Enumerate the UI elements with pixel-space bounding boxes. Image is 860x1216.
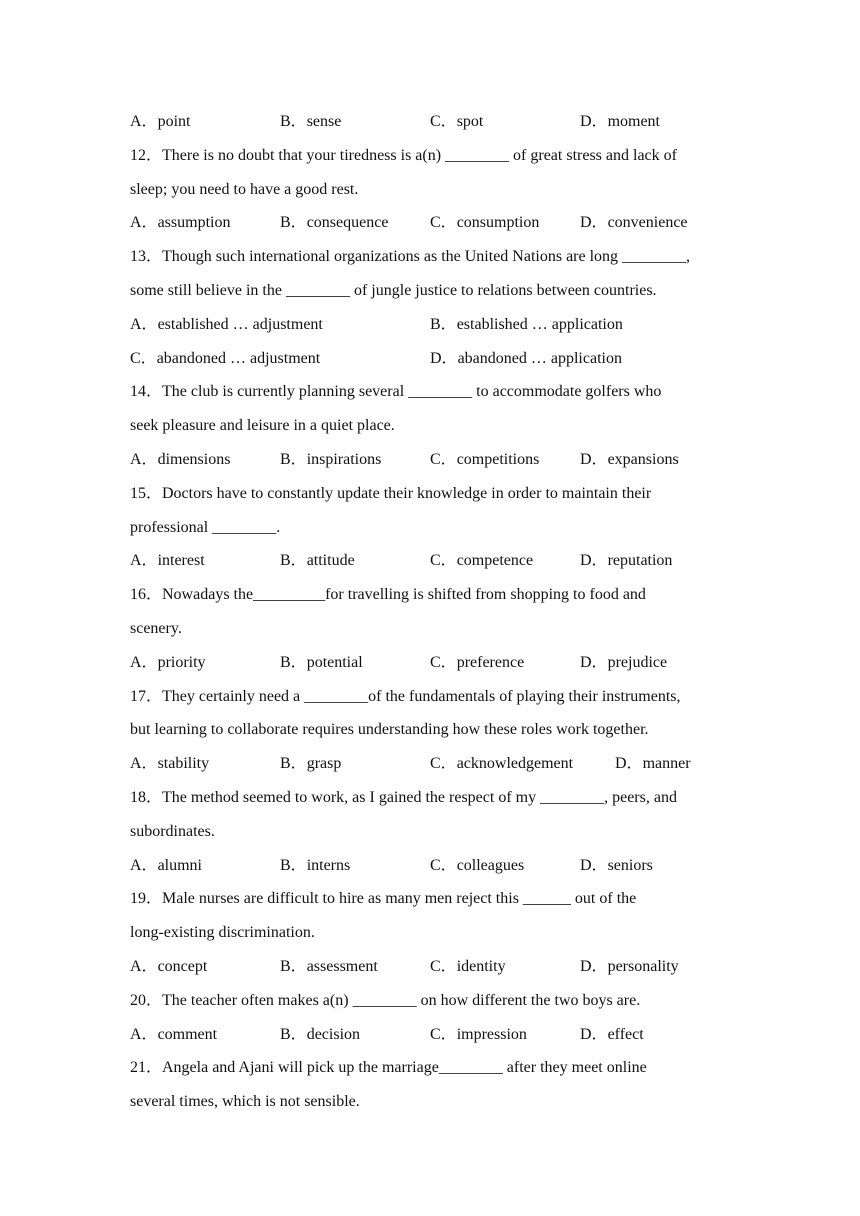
option-text: attitude [306,552,355,570]
question-text-line: seek pleasure and leisure in a quiet place. [130,417,395,435]
answer-option [580,646,667,680]
options-row [130,206,730,240]
option-text: impression [456,1025,527,1043]
option-text: colleagues [456,856,525,874]
option-letter: B． [280,113,307,130]
answer-option [130,206,230,240]
options-row [130,342,730,376]
options-row [130,544,730,578]
option-letter: C． [430,957,457,975]
answer-option [280,950,378,984]
option-text: manner [642,755,691,773]
options-row [130,1018,730,1052]
option-letter: C． [430,1025,457,1043]
option-letter: D． [615,755,643,773]
option-letter: B． [280,214,307,232]
question-text-line: sleep; you need to have a good rest. [130,180,359,198]
answer-option [130,1018,217,1052]
answer-option [280,849,350,883]
option-text: moment [607,113,660,130]
option-letter: B． [430,315,457,333]
answer-option [280,544,355,578]
option-letter: C． [430,113,457,130]
option-text: interns [306,856,351,874]
options-row [130,443,730,477]
option-text: inspirations [306,450,382,468]
option-letter: B． [280,552,307,570]
answer-option [580,544,672,578]
option-letter: D． [580,552,608,570]
option-text: convenience [607,214,688,232]
question-text-line: long-existing discrimination. [130,924,315,942]
option-letter: B． [280,755,307,773]
question-text-line: 19．Male nurses are difficult to hire as many men reject this ______ out of the [130,890,637,908]
option-letter: A． [130,755,158,773]
option-letter: C． [430,450,457,468]
option-letter: A． [130,856,158,874]
option-letter: B． [280,957,307,975]
answer-option [580,443,679,477]
option-text: established … application [456,315,623,333]
option-letter: D． [580,856,608,874]
option-text: identity [456,957,506,975]
option-text: decision [306,1025,361,1043]
option-text: spot [456,113,484,130]
option-text: abandoned … application [457,349,622,367]
option-letter: A． [130,552,158,570]
answer-option [130,105,190,139]
answer-option [430,443,539,477]
answer-option [280,443,381,477]
options-row [130,308,730,342]
answer-option [430,206,539,240]
option-text: prejudice [607,653,668,671]
option-text: point [157,113,191,130]
answer-option [130,646,206,680]
option-letter: D． [580,214,608,232]
options-row [130,646,730,680]
option-letter: B． [280,653,307,671]
option-text: alumni [157,856,202,874]
question-text-line: some still believe in the ________ of jungle justice to relations between countries. [130,281,657,299]
answer-option [430,849,524,883]
options-row [130,950,730,984]
answer-option [130,950,207,984]
question-text-line: 16．Nowadays the_________for travelling is shifted from shopping to food and [130,586,646,604]
answer-option [430,308,623,342]
option-letter: D． [580,653,608,671]
answer-option [130,849,202,883]
option-text: personality [607,957,679,975]
answer-option [280,105,341,139]
answer-option [430,342,622,376]
option-letter: C． [130,349,157,367]
option-text: consumption [456,214,540,232]
answer-option [130,443,230,477]
answer-option [615,747,691,781]
option-text: stability [157,755,210,773]
option-text: reputation [607,552,673,570]
option-letter: A． [130,214,158,232]
question-text-line: 12．There is no doubt that your tiredness is a(n) ________ of great stress and lack of [130,146,677,164]
option-text: assessment [306,957,378,975]
option-text: interest [157,552,205,570]
question-text-line: 21．Angela and Ajani will pick up the marriage________ after they meet online [130,1059,647,1077]
option-letter: A． [130,450,158,468]
option-letter: A． [130,113,158,130]
answer-option [580,206,688,240]
answer-option [430,544,533,578]
answer-option [580,849,653,883]
option-letter: D． [580,957,608,975]
options-row [130,849,730,883]
question-text-line: 13．Though such international organizations as the United Nations are long ________, [130,248,691,266]
answer-option [430,105,483,139]
option-text: dimensions [157,450,231,468]
option-text: competence [456,552,534,570]
option-text: consequence [306,214,389,232]
question-text-line: several times, which is not sensible. [130,1093,360,1111]
answer-option [430,1018,527,1052]
question-text-line: 20．The teacher often makes a(n) ________ on how different the two boys are. [130,991,641,1009]
question-text-line: 15．Doctors have to constantly update their knowledge in order to maintain their [130,484,652,502]
option-text: potential [306,653,363,671]
option-letter: A． [130,1025,158,1043]
option-letter: C． [430,755,457,773]
answer-option [130,747,209,781]
question-text-line: but learning to collaborate requires understanding how these roles work together. [130,721,649,739]
answer-option [280,646,363,680]
answer-option [430,747,573,781]
option-letter: D． [580,450,608,468]
question-text-line: 17．They certainly need a ________of the fundamentals of playing their instruments, [130,687,681,705]
option-text: preference [456,653,525,671]
answer-option [280,206,388,240]
option-text: comment [157,1025,218,1043]
options-row [130,747,730,781]
option-letter: D． [580,113,608,130]
option-letter: C． [430,214,457,232]
option-letter: C． [430,856,457,874]
answer-option [580,950,679,984]
option-text: acknowledgement [456,755,574,773]
answer-option [430,646,524,680]
option-letter: D． [580,1025,608,1043]
option-text: expansions [607,450,679,468]
answer-option [280,1018,360,1052]
option-letter: D． [430,349,458,367]
option-text: seniors [607,856,653,874]
option-text: abandoned … adjustment [156,349,321,367]
option-text: established … adjustment [157,315,323,333]
answer-option [130,544,205,578]
answer-option [580,105,660,139]
option-letter: B． [280,856,307,874]
question-list [130,105,730,1119]
question-text-line: scenery. [130,619,182,637]
option-letter: A． [130,957,158,975]
answer-option [580,1018,644,1052]
answer-option [130,308,323,342]
question-text-line: 14．The club is currently planning several ________ to accommodate golfers who [130,383,662,401]
question-text-line: 18．The method seemed to work, as I gained the respect of my ________, peers, and [130,788,677,806]
option-letter: A． [130,653,158,671]
question-text-line: professional ________. [130,518,281,536]
option-text: grasp [306,755,342,773]
option-text: priority [157,653,206,671]
option-letter: B． [280,450,307,468]
option-letter: C． [430,552,457,570]
options-row [130,105,730,139]
option-letter: B． [280,1025,307,1043]
answer-option [280,747,341,781]
option-letter: A． [130,315,158,333]
option-text: concept [157,957,208,975]
option-letter: C． [430,653,457,671]
answer-option [430,950,506,984]
answer-option [130,342,320,376]
option-text: competitions [456,450,540,468]
option-text: effect [607,1025,644,1043]
option-text: sense [306,113,342,130]
question-text-line: subordinates. [130,822,215,840]
option-text: assumption [157,214,231,232]
